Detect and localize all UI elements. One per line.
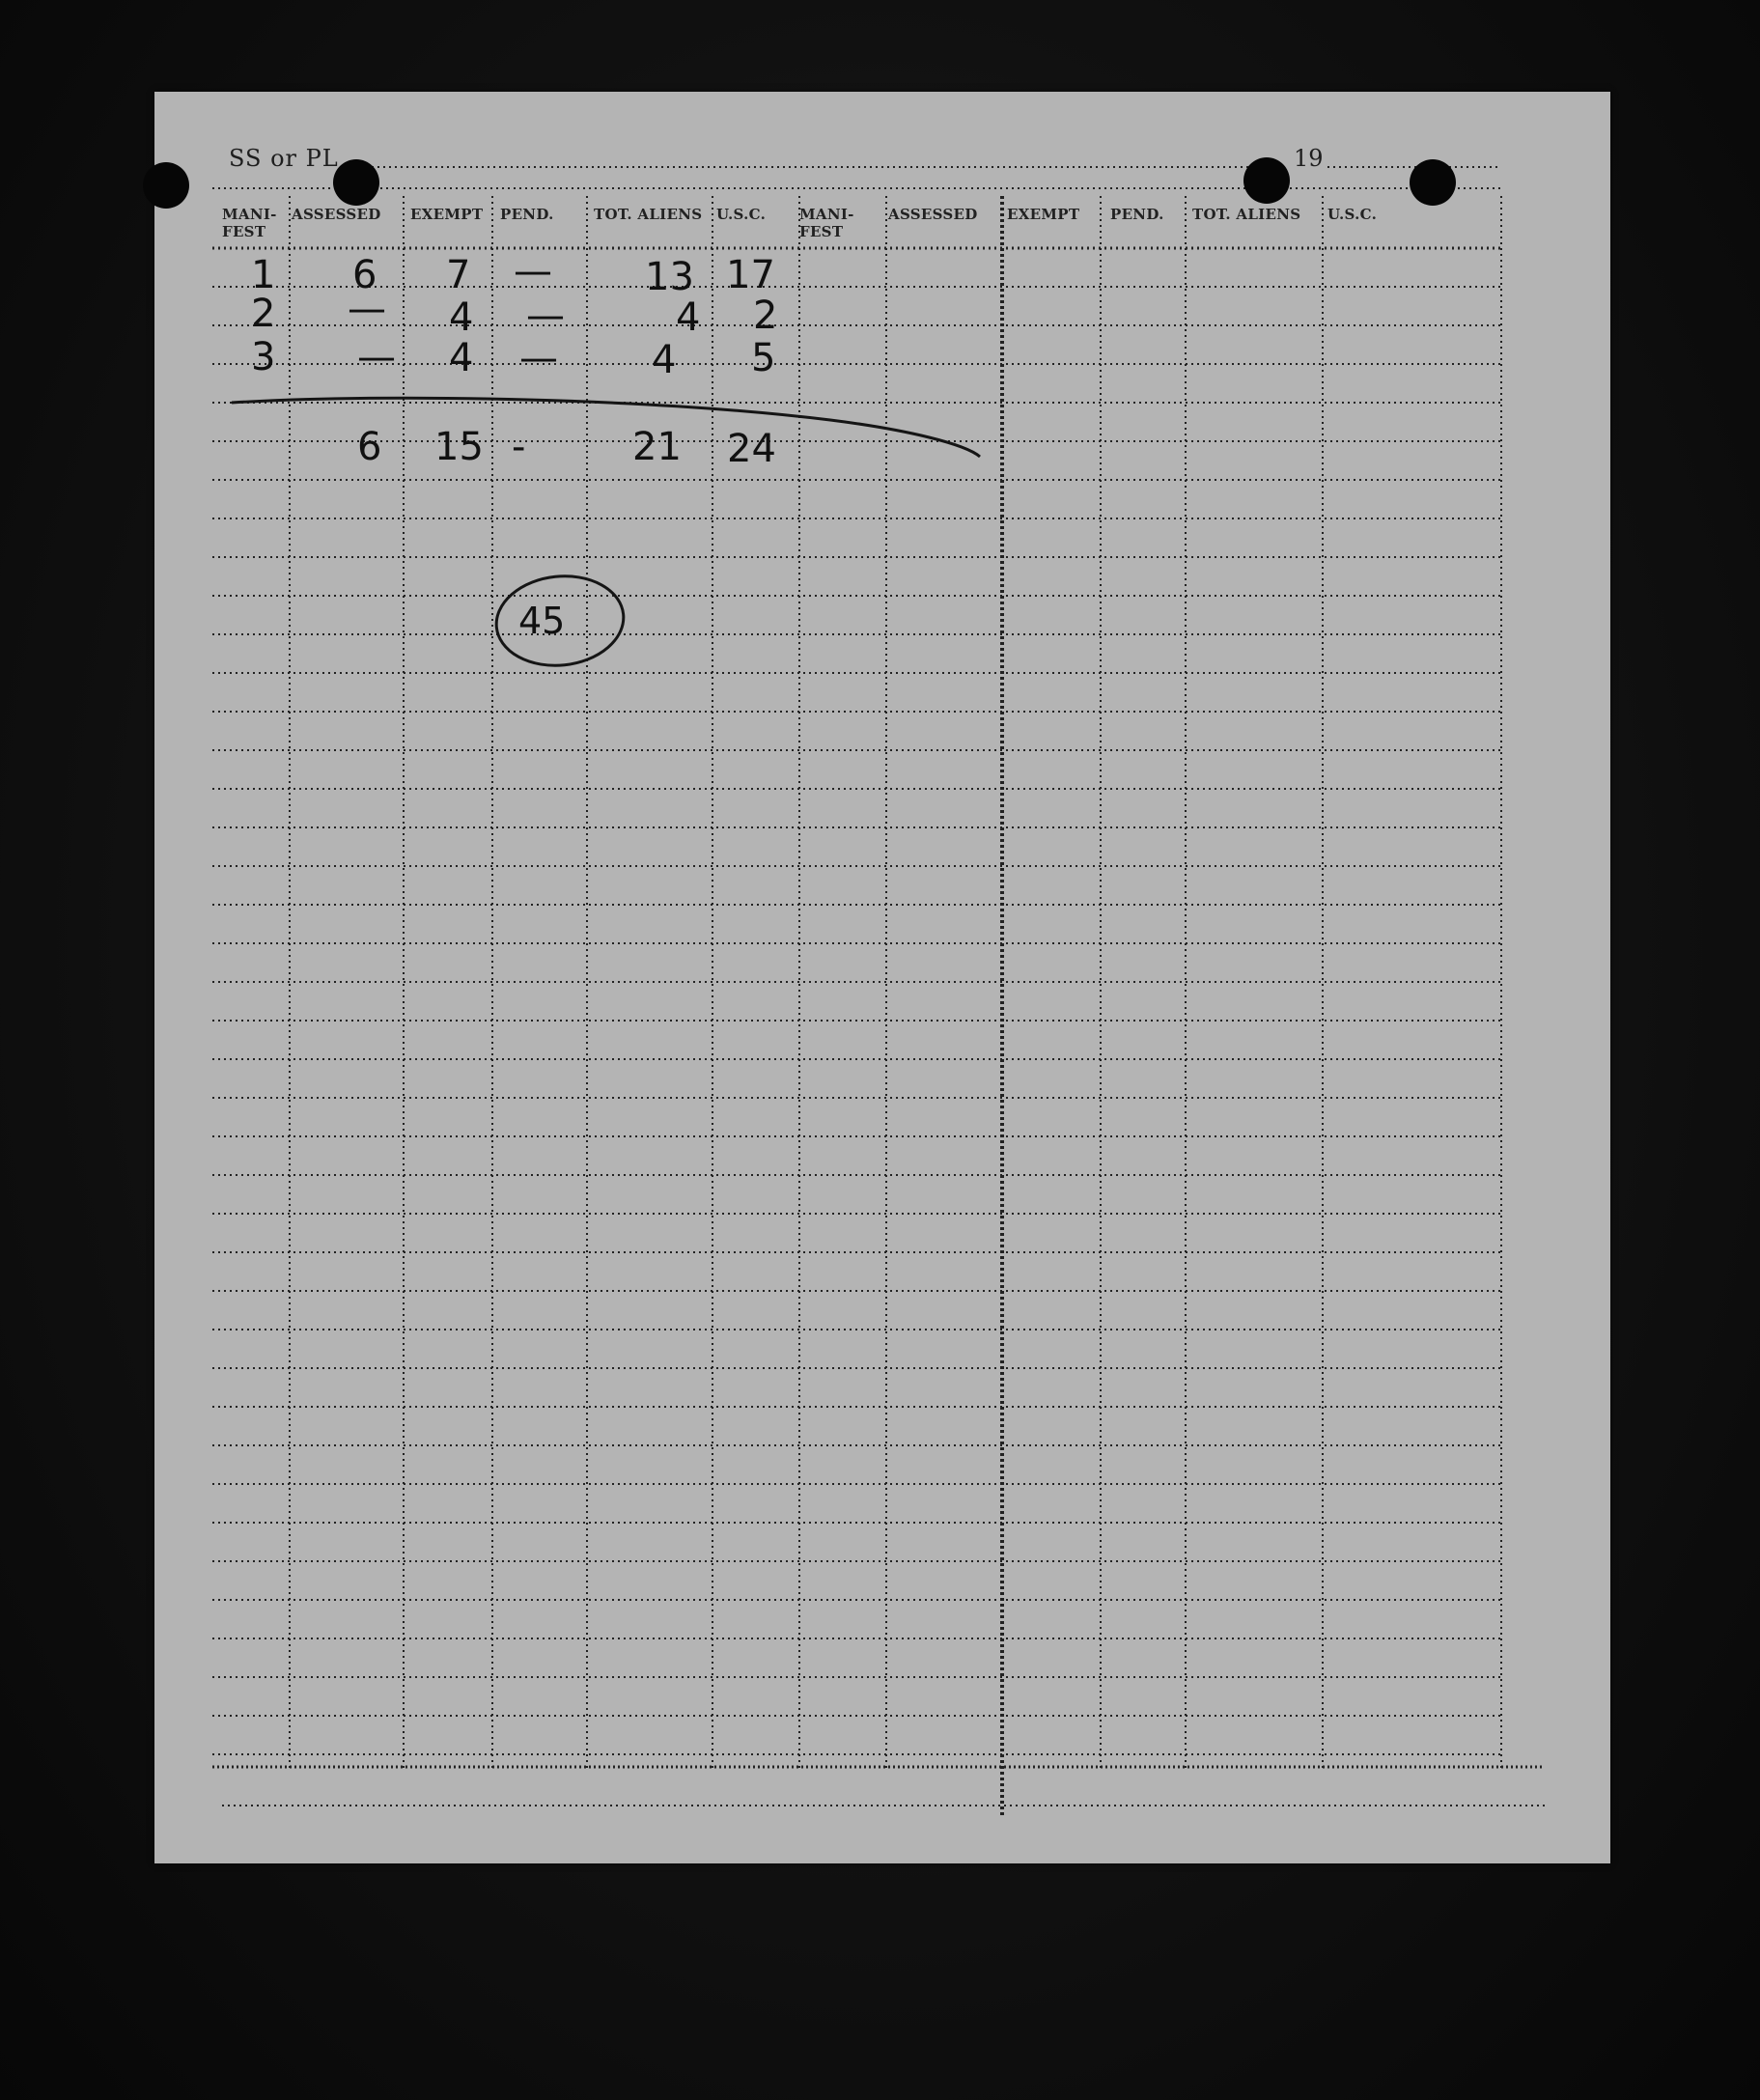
- punch-hole-center-left: [333, 159, 379, 206]
- header-usc-right: U.S.C.: [1327, 206, 1378, 223]
- header-assessed-left: ASSESSED: [292, 206, 381, 223]
- entry-2-manifest: 2: [251, 292, 276, 336]
- header-assessed-right: ASSESSED: [888, 206, 978, 223]
- entry-1-exempt: 7: [446, 253, 471, 297]
- total-pending: -: [512, 425, 526, 469]
- entry-2-total-aliens: 4: [676, 295, 701, 340]
- form-sheet: [154, 92, 1610, 1863]
- entry-3-total-aliens: 4: [652, 338, 677, 382]
- header-pending-left: PEND.: [500, 206, 554, 223]
- header-manifest-right: MANI- FEST: [799, 206, 854, 240]
- handwriting-marks: [154, 92, 1610, 1863]
- entry-2-usc: 2: [753, 294, 778, 338]
- form-title: SS or PL: [229, 145, 339, 172]
- entry-3-pending: —: [519, 336, 558, 380]
- header-total-aliens-left: TOT. ALIENS: [594, 206, 703, 223]
- punch-hole-center-right: [1243, 157, 1290, 204]
- entry-2-assessed: —: [348, 287, 386, 331]
- entry-2-exempt: 4: [449, 295, 474, 340]
- total-underline-stroke: [232, 398, 980, 457]
- total-assessed: 6: [357, 425, 382, 469]
- entry-1-manifest: 1: [251, 253, 276, 297]
- total-aliens: 21: [632, 425, 682, 469]
- entry-3-usc: 5: [751, 336, 776, 380]
- header-total-aliens-right: TOT. ALIENS: [1192, 206, 1301, 223]
- entry-3-manifest: 3: [251, 335, 276, 379]
- total-usc: 24: [727, 427, 776, 471]
- total-exempt: 15: [434, 425, 484, 469]
- date-label: 19: [1294, 145, 1324, 172]
- header-exempt-left: EXEMPT: [410, 206, 484, 223]
- entry-1-total-aliens: 13: [645, 255, 694, 299]
- entry-1-pending: —: [514, 249, 552, 294]
- header-exempt-right: EXEMPT: [1007, 206, 1080, 223]
- punch-hole-left: [143, 162, 189, 209]
- entry-1-usc: 17: [726, 253, 775, 297]
- grand-total-value: 45: [518, 600, 566, 642]
- entry-3-assessed: —: [357, 335, 396, 379]
- entry-2-pending: —: [526, 294, 565, 338]
- entry-1-assessed: 6: [352, 253, 377, 297]
- entry-3-exempt: 4: [449, 336, 474, 380]
- header-usc-left: U.S.C.: [716, 206, 767, 223]
- punch-hole-right: [1410, 159, 1456, 206]
- header-pending-right: PEND.: [1110, 206, 1164, 223]
- header-manifest-left: MANI- FEST: [222, 206, 277, 240]
